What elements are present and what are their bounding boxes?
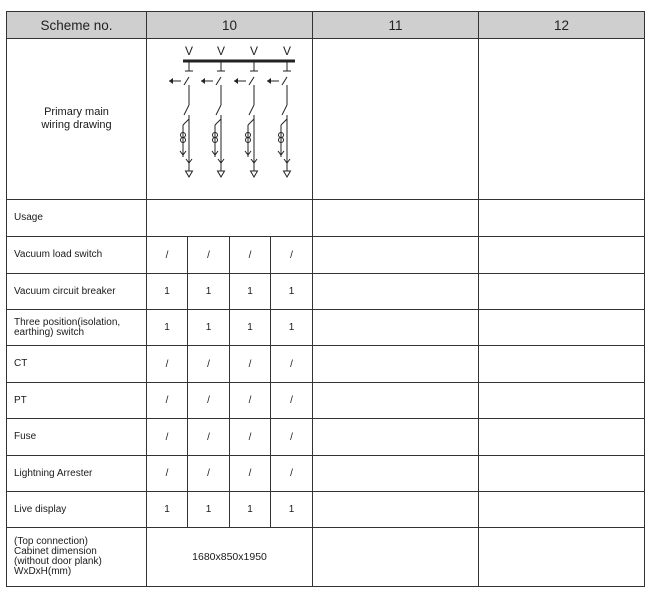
scheme-12-cell — [479, 200, 645, 237]
scheme-10-value-cell: / — [230, 419, 271, 456]
scheme-10-value-cell: / — [271, 237, 313, 274]
scheme-11-cell — [313, 419, 479, 456]
scheme-10-value-cell: / — [147, 419, 188, 456]
scheme-10-value-cell: / — [147, 456, 188, 492]
scheme-11-cell — [313, 274, 479, 310]
row-label-line: Fuse — [14, 431, 37, 442]
row-pt — [7, 383, 645, 419]
bus-voltage-mark: V — [216, 44, 226, 58]
row-label-line: Vacuum load switch — [14, 249, 103, 260]
row-label-line: Live display — [14, 503, 67, 515]
row-lightning-arrester — [7, 456, 645, 492]
scheme-11-cell — [313, 237, 479, 274]
feeder-4-earth-arrow — [267, 78, 271, 84]
row-label — [7, 383, 147, 419]
scheme-12-cell — [479, 419, 645, 456]
row-label — [7, 274, 147, 310]
row-label-line: Lightning Arrester — [14, 467, 93, 479]
feeder-2-breaker-blade — [216, 105, 221, 115]
row-label — [7, 528, 147, 587]
row-label-line: Usage — [14, 212, 43, 223]
row-cabinet-dimension — [7, 528, 645, 587]
feeder-1-breaker-blade — [184, 105, 189, 115]
feeder-2-earth-arrow — [201, 78, 205, 84]
scheme-12-cell — [479, 274, 645, 310]
scheme-table — [6, 11, 645, 587]
scheme-12-cell — [479, 492, 645, 528]
row-label — [7, 346, 147, 383]
bus-voltage-mark: V — [249, 44, 259, 58]
feeder-1-cable-terminal — [186, 171, 193, 177]
scheme-10-value-cell: / — [271, 383, 313, 419]
scheme-10-value-cell: / — [147, 346, 188, 383]
scheme-11-cell — [313, 456, 479, 492]
row-label-line: Three position(isolation, — [14, 316, 121, 328]
cabinet-dimension-value: 1680x850x1950 — [147, 528, 313, 587]
row-three-position-isolation — [7, 310, 645, 346]
drawing-label-line-2: wiring drawing — [41, 119, 112, 131]
scheme-10-value-cell: 1 — [271, 274, 313, 310]
scheme-10-value-cell: 1 — [230, 274, 271, 310]
scheme-10-value-cell: 1 — [271, 310, 313, 346]
scheme-10-value-cell: 1 — [230, 310, 271, 346]
feeder-4-isolator-blade — [282, 77, 287, 85]
feeder-4-branch-link — [281, 119, 287, 125]
row-ct — [7, 346, 645, 383]
row-label — [7, 237, 147, 274]
scheme-10-value-cell: / — [147, 383, 188, 419]
scheme-10-value-cell: 1 — [147, 310, 188, 346]
scheme-10-value-cell: / — [271, 419, 313, 456]
primary-wiring-diagram — [147, 39, 313, 199]
scheme-10-value-cell: / — [188, 346, 230, 383]
scheme-11-cell — [313, 346, 479, 383]
scheme-10-header: 10 — [147, 12, 313, 39]
row-live-display — [7, 492, 645, 528]
row-label-line: earthing) switch — [14, 326, 85, 338]
drawing-row-label — [7, 39, 147, 200]
scheme-12-cell — [479, 237, 645, 274]
row-label — [7, 200, 147, 237]
bus-voltage-mark: V — [282, 44, 292, 58]
header-row — [7, 12, 645, 39]
scheme-10-value-cell: 1 — [230, 492, 271, 528]
scheme-10-value-cell: / — [188, 383, 230, 419]
scheme-10-value-cell: / — [271, 346, 313, 383]
scheme-11-header: 11 — [313, 12, 479, 39]
scheme-no-header: Scheme no. — [7, 12, 147, 39]
row-label-line: CT — [14, 358, 28, 369]
scheme-10-value-cell: 1 — [147, 492, 188, 528]
scheme-10-value-cell: / — [230, 237, 271, 274]
scheme-11-cell — [313, 528, 479, 587]
scheme-10-value-cell: / — [188, 419, 230, 456]
scheme-11-cell — [313, 310, 479, 346]
row-label-line: Cabinet dimension — [14, 546, 97, 557]
feeder-4-breaker-blade — [282, 105, 287, 115]
row-label-line: (Top connection) — [14, 536, 88, 547]
scheme-12-cell — [479, 456, 645, 492]
drawing-row — [7, 39, 645, 200]
feeder-4-cable-terminal — [284, 171, 291, 177]
feeder-3-cable-terminal — [251, 171, 258, 177]
feeder-1-earth-arrow — [169, 78, 173, 84]
row-fuse — [7, 419, 645, 456]
scheme-12-header: 12 — [479, 12, 645, 39]
scheme-10-value-cell: / — [271, 456, 313, 492]
row-label — [7, 310, 147, 346]
scheme-12-cell — [479, 310, 645, 346]
scheme-10-value-cell: / — [230, 456, 271, 492]
scheme-11-cell — [313, 383, 479, 419]
feeder-1-branch-link — [183, 119, 189, 125]
scheme-10-value-cell: / — [188, 237, 230, 274]
scheme-11-cell — [313, 200, 479, 237]
scheme-12-cell — [479, 383, 645, 419]
wiring-drawing-cell — [147, 39, 313, 200]
scheme-10-value-cell: / — [188, 456, 230, 492]
row-label-line: (without door plank) — [14, 556, 102, 567]
scheme-11-cell — [313, 492, 479, 528]
feeder-2-branch-link — [215, 119, 221, 125]
scheme-10-value-cell: 1 — [188, 492, 230, 528]
row-label — [7, 419, 147, 456]
row-usage — [7, 200, 645, 237]
feeder-2-isolator-blade — [216, 77, 221, 85]
scheme-10-value-cell: 1 — [271, 492, 313, 528]
scheme-10-value-cell: 1 — [147, 274, 188, 310]
scheme-10-value-cell: / — [230, 346, 271, 383]
feeder-3-isolator-blade — [249, 77, 254, 85]
scheme-10-value-cell: / — [147, 237, 188, 274]
scheme-10-value-cell: 1 — [188, 310, 230, 346]
scheme-12-drawing — [479, 39, 645, 200]
feeder-3-earth-arrow — [234, 78, 238, 84]
row-label-line: WxDxH(mm) — [14, 566, 72, 577]
drawing-label-line-1: Primary main — [44, 106, 109, 118]
feeder-3-branch-link — [248, 119, 254, 125]
scheme-12-cell — [479, 528, 645, 587]
feeder-1-isolator-blade — [184, 77, 189, 85]
row-vacuum-load-switch — [7, 237, 645, 274]
feeder-2-cable-terminal — [218, 171, 225, 177]
bus-voltage-mark: V — [184, 44, 194, 58]
row-label — [7, 456, 147, 492]
scheme-10-value-cell: / — [230, 383, 271, 419]
table-rows — [7, 200, 645, 587]
scheme-10-cell — [147, 200, 313, 237]
row-label — [7, 492, 147, 528]
feeder-3-breaker-blade — [249, 105, 254, 115]
row-vacuum-circuit-breaker — [7, 274, 645, 310]
scheme-12-cell — [479, 346, 645, 383]
scheme-11-drawing — [313, 39, 479, 200]
row-label-line: Vacuum circuit breaker — [14, 285, 116, 297]
row-label-line: PT — [14, 394, 27, 406]
scheme-10-value-cell: 1 — [188, 274, 230, 310]
